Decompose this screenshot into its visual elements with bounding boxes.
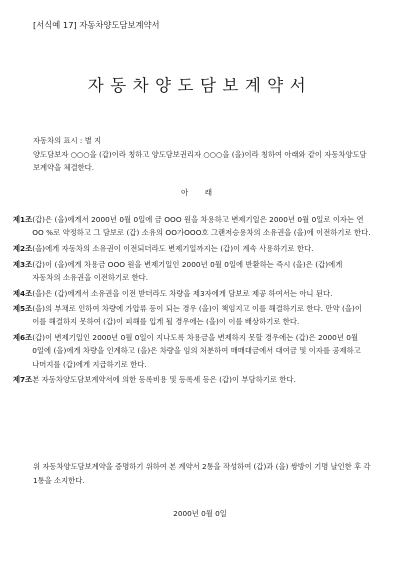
article-text: (을)의 부채로 인하여 차량에 가압류 등이 되는 경우 (을)이 책임지고 이를 해결하기로 한다. 만약 (을)이 이를 해결하지 못하여 (갑)이 피해를 입게 될 경우에는 (을)이 이를 배상하기로 한다. [32,304,362,327]
article-number: 제5조 [13,304,33,314]
intro-section [33,134,373,175]
article [13,331,373,371]
article-text: (을)은 (갑)에게서 소유권을 이전 받더라도 차량을 제3자에게 담보로 제공 하여서는 아니 된다. [32,288,333,298]
article-text: (갑)이 변제기일인 2000년 0월 0일이 지나도록 차용금을 변제하지 못할 경우에는 (갑)은 2000년 0월 0일에 (을)에게 차량을 인계하고 (을)은 차량을 임의 처분하여 매매대금에서 대여금 및 이자를 공제하고 나머지를 (갑)에게 지급하기로 한다. [32,333,361,369]
article-number: 제2조 [13,243,33,253]
vehicle-designation: 자동차의 표시 : 별 지 [33,136,102,145]
article-text: (을)에게 자동차의 소유권이 이전되더라도 변제기일까지는 (갑)이 계속 사용하기로 한다. [32,243,314,253]
form-label: [서식예 17] 자동차양도담보계약서 [33,20,160,30]
articles-list [13,213,373,389]
article-number: 제7조 [13,375,33,385]
article [13,373,373,386]
article [13,302,373,328]
article-number: 제1조 [13,215,33,224]
closing-statement: 위 자동차양도담보계약을 증명하기 위하여 본 계약서 2통을 작성하여 (갑)과 (을) 쌍방이 기명 날인한 후 각 1통을 소지한다. [33,462,371,485]
article-text: 본 자동차양도담보계약서에 의한 등록비용 및 등록세 등은 (갑)이 부담하기로 한다. [32,375,296,385]
article-number: 제4조 [13,288,33,298]
article-text: (갑)이 (을)에게 차용금 OOO 원을 변제기일인 2000년 0월 0일에 반환하는 즉시 (을)은 (갑)에게 자동차의 소유권을 이전하기로 한다. [32,259,343,282]
article [13,258,373,284]
document-title: 자동차양도담보계약서 [87,76,313,95]
article [13,242,373,255]
contract-date: 2000년 0월 0일 [173,509,227,518]
article-number: 제3조 [13,259,33,269]
article-number: 제6조 [13,333,33,343]
article-text: (갑)은 (을)에게서 2000년 0월 0일에 금 OOO 원을 차용하고 변제기일은 2000년 0월 0일로 이자는 연 OO %로 약정하고 그 담보로 (갑) 소유의 OO가OOO호 그랜저승용차의 소유권을 (을)에 이전하기로 한다. [32,215,371,238]
articles-heading: 아 래 [180,188,220,197]
parties-statement: 양도담보자 ○○○을 (갑)이라 칭하고 양도담보권리자 ○○○을 (을)이라 칭하여 아래와 같이 자동차양도담보계약을 체결한다. [33,149,367,172]
article [13,287,373,300]
article [13,213,373,239]
